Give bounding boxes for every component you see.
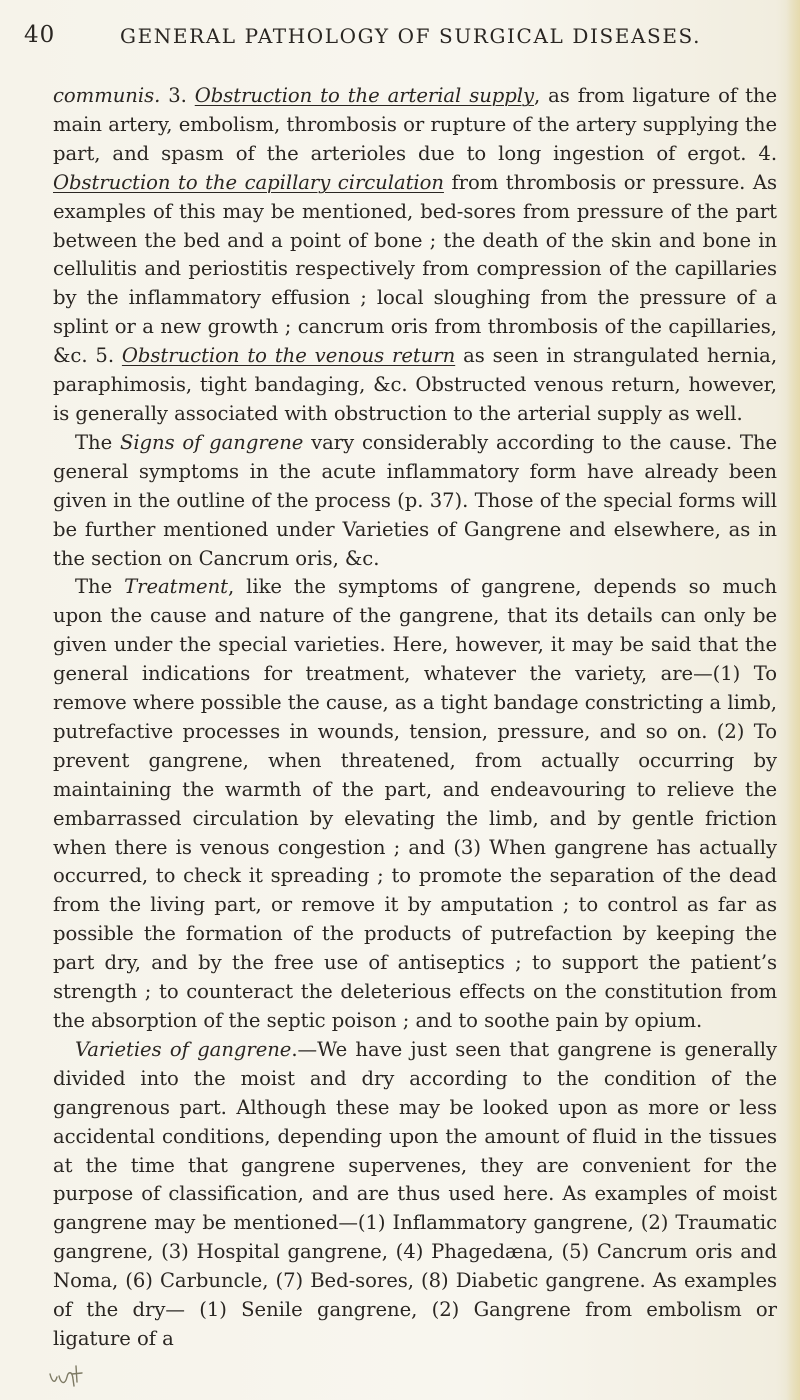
page-edge-stain [786, 0, 800, 1400]
paragraph-treatment [53, 573, 777, 1036]
italic-heading-signs: Signs of gangrene [119, 430, 304, 454]
underlined-heading-arterial: Obstruction to the arterial supply [194, 84, 535, 107]
italic-heading-treatment: Treatment [124, 575, 228, 599]
text-run: , as from ligature of the main artery, embolism, thrombosis or rupture of the artery supplying the part, and spasm of the arterioles due to long ingestion of ergot. 4. [53, 84, 778, 165]
paragraph-varieties [53, 1036, 777, 1354]
text-run: from thrombosis or pressure. As examples of this may be mentioned, bed-sores from pressure of the part between the bed and a point of bone ; the death of the skin and bone in cellulitis and periostitis respectively from compression of the capillaries by the inflammatory effusion ; local sloughing from the pressure of a splint or a new growth ; cancrum oris from thrombosis of the capillaries, &c. 5. [53, 170, 777, 368]
paragraph-causes-continued [53, 82, 777, 429]
text-run: as seen in strangulated hernia, paraphimosis, tight bandaging, &c. Obstructed venous return, however, is generally associated with obstruction to the arterial supply as well. [53, 344, 777, 425]
text-run: .—We have just seen that gangrene is generally divided into the moist and dry according to the condition of the gangrenous part. Although these may be looked upon as more or less accidental conditions, depending upon the amount of fluid in the tissues at the time that gangrene supervenes, they are convenient for the purpose of classification, and are thus used here. As examples of moist gangrene may be mentioned—(1) Inflammatory gangrene, (2) Traumatic gangrene, (3) Hospital gangrene, (4) Phagedæna, (5) Cancrum oris and Noma, (6) Carbuncle, (7) Bed-sores, (8) Diabetic gangrene. As examples of the dry— (1) Senile gangrene, (2) Gangrene from embolism or ligature of a [53, 1037, 777, 1350]
underlined-heading-venous: Obstruction to the venous return [121, 344, 456, 368]
text-run: The [75, 430, 120, 454]
text-run: , like the symptoms of gangrene, depends so much upon the cause and nature of the gangrene, that its details can only be given under the special varieties. Here, however, it may be said that the general indications for treatment, whatever the variety, are—(1) To remove where possible the cause, as a tight bandage constricting a limb, putrefactive processes in wounds, tension, pressure, and so on. (2) To prevent gangrene, when threatened, from actually occurring by maintaining the warmth of the part, and endeavouring to relieve the embarrassed circulation by elevating the limb, and by gentle friction when there is venous congestion ; and (3) When gangrene has actually occurred, to check it spreading ; to promote the separation of the dead from the living part, or remove it by amputation ; to control as far as possible the formation of the products of putrefaction by keeping the part dry, and by the free use of antiseptics ; to support the patient’s strength ; to counteract the deleterious effects on the constitution from the absorption of the septic poison ; and to soothe pain by opium. [53, 575, 777, 1032]
pencil-mark-icon [46, 1360, 86, 1392]
text-run: 3. [160, 84, 195, 107]
italic-heading-varieties: Varieties of gangrene [75, 1037, 292, 1061]
page-number: 40 [24, 22, 56, 48]
running-title: GENERAL PATHOLOGY OF SURGICAL DISEASES. [120, 24, 702, 48]
text-run: The [75, 575, 125, 599]
underlined-heading-capillary: Obstruction to the capillary circulation [53, 170, 444, 194]
page-header [24, 22, 776, 52]
paragraph-signs [53, 429, 777, 574]
italic-term: communis. [53, 84, 161, 107]
text-run: vary considerably according to the cause. The general symptoms in the acute inflammatory form have already been given in the outline of the process (p. 37). Those of the special forms will be further mentioned under Varieties of Gangrene and elsewhere, as in the section on Cancrum oris, &c. [53, 430, 777, 570]
body-text [53, 82, 777, 1354]
